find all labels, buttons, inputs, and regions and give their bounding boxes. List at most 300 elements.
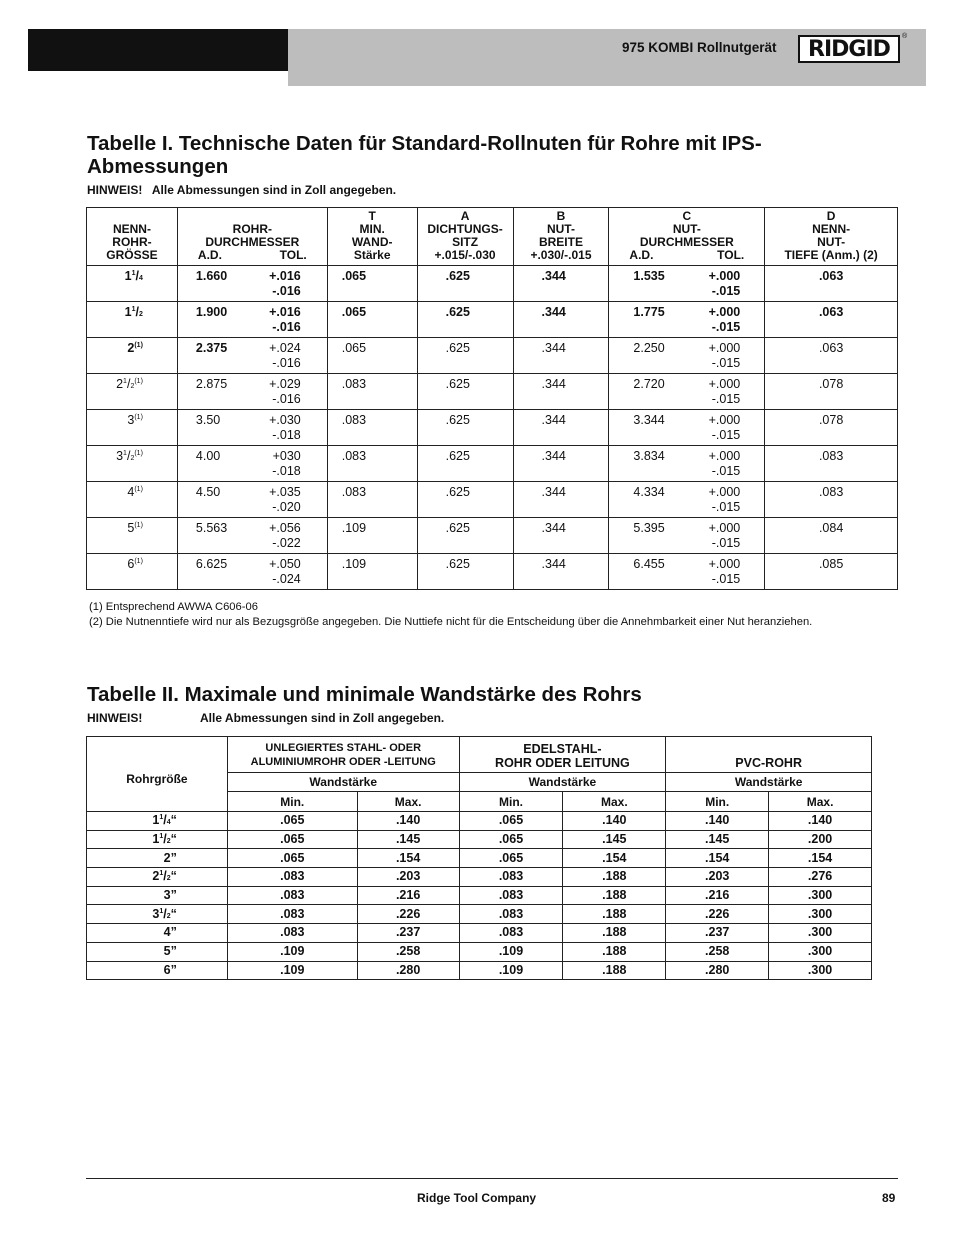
cell-max: .140 [357, 812, 459, 831]
cell-nenngroesse [87, 554, 178, 590]
cell-max: .188 [563, 868, 666, 887]
cell-max: .280 [357, 961, 459, 980]
inch-mark: “ [170, 869, 177, 884]
size-main: 2 [127, 341, 135, 355]
inch-mark: “ [170, 813, 177, 828]
footnote-ref: (1) [134, 341, 143, 349]
cell-rohrgroesse: $1^1/4“$ [87, 812, 228, 831]
header-line: NUT- [817, 235, 846, 249]
header-max: Max. [769, 792, 872, 812]
cell-rohrgroesse [87, 961, 228, 980]
cell-max: .140 [563, 812, 666, 831]
table1-row [87, 302, 898, 338]
size-fraction-den: 2 [130, 455, 135, 462]
table1-row [87, 554, 898, 590]
rohr-split [182, 269, 323, 299]
table2-row [87, 886, 872, 905]
size-main: 3 [116, 449, 124, 463]
table2-title: Tabelle II. Maximale und minimale Wandstärke des Rohrs [87, 683, 642, 706]
tol-plus: +.035 [269, 485, 301, 499]
cell-d: .084 [765, 518, 898, 554]
cell-d: .078 [765, 410, 898, 446]
footnote-ref: (1) [134, 413, 143, 421]
tol-plus: +.000 [708, 269, 741, 283]
c-ad: 3.344 [633, 413, 665, 427]
header-line: TIEFE (Anm.) (2) [784, 248, 878, 262]
cell-max: .300 [769, 905, 872, 924]
rohr-ad: 1.660 [195, 269, 228, 283]
footnote-ref: (1) [134, 557, 143, 565]
cell-max: .300 [769, 961, 872, 980]
page-number: 89 [882, 1191, 896, 1205]
cell-max: .226 [357, 905, 459, 924]
cell-b: .344 [513, 482, 609, 518]
cell-max: .140 [769, 812, 872, 831]
table2-row [87, 868, 872, 887]
inch-mark: ” [170, 925, 177, 940]
tol-minus: -.015 [711, 284, 741, 298]
tol-plus: +.000 [708, 305, 741, 319]
tol-plus: +.000 [708, 521, 741, 535]
header-line: ALUMINIUMROHR ODER -LEITUNG [250, 755, 436, 768]
c-tol [709, 485, 761, 515]
cell-a: .625 [417, 410, 513, 446]
cell-max: .276 [769, 868, 872, 887]
cell-min: .203 [666, 868, 769, 887]
header-min: Min. [459, 792, 563, 812]
rohr-ad: 2.875 [195, 377, 228, 391]
cell-d: .078 [765, 374, 898, 410]
size-main: 3 [127, 413, 135, 427]
cell-min: .065 [227, 812, 357, 831]
cell-rohr-durchmesser [177, 302, 327, 338]
cell-c [609, 266, 765, 302]
tol-plus: +.000 [708, 377, 741, 391]
cell-t: .065 [327, 302, 417, 338]
cell-rohr-durchmesser [177, 446, 327, 482]
rohr-ad: 4.00 [195, 449, 221, 463]
cell-a: .625 [417, 446, 513, 482]
header-rohrgroesse: Rohrgröße [87, 737, 228, 812]
size-fraction-den: 2 [166, 912, 171, 920]
cell-rohr-durchmesser [177, 338, 327, 374]
cell-b: .344 [513, 446, 609, 482]
table1-note: HINWEIS! Alle Abmessungen sind in Zoll angegeben. [87, 183, 397, 197]
cell-b: .344 [513, 338, 609, 374]
header-line: NENN- [812, 222, 851, 236]
cell-min: .258 [666, 942, 769, 961]
table2-row [87, 830, 872, 849]
c-ad: 6.455 [633, 557, 665, 571]
cell-c [609, 302, 765, 338]
tol-plus: +.029 [269, 377, 301, 391]
cell-rohrgroesse: $1^1/2“$ [87, 830, 228, 849]
c-tol [709, 377, 761, 407]
tol-minus: -.022 [272, 536, 301, 550]
tol-minus: -.015 [711, 500, 741, 514]
cell-nenngroesse: $3^1/2^{(1)}$ [87, 446, 178, 482]
cell-rohrgroesse [87, 886, 228, 905]
cell-d: .063 [765, 302, 898, 338]
c-ad: 1.535 [633, 269, 665, 283]
cell-min: .083 [227, 924, 357, 943]
cell-max: .154 [357, 849, 459, 868]
size-main: 6 [127, 557, 135, 571]
header-line: C [682, 209, 692, 223]
tol-plus: +.000 [708, 557, 741, 571]
size-fraction-den: 2 [166, 875, 171, 883]
rohr-split [182, 377, 323, 407]
c-tol [709, 305, 761, 335]
c-ad: 1.775 [633, 305, 665, 319]
cell-nenngroesse [87, 518, 178, 554]
cell-min: .065 [227, 849, 357, 868]
size-fraction-num: 1 [131, 269, 136, 277]
size-fraction-num: 1 [159, 870, 164, 878]
header-wandstaerke: Wandstärke [459, 773, 666, 792]
table1-row [87, 410, 898, 446]
header-title: 975 KOMBI Rollnutgerät [622, 40, 777, 55]
c-split [613, 521, 760, 551]
tol-minus: -.016 [272, 356, 301, 370]
tol-minus: -.024 [272, 572, 301, 586]
table1-row [87, 266, 898, 302]
rohr-tol [272, 449, 323, 479]
cell-min: .109 [459, 961, 563, 980]
inch-mark: “ [170, 906, 177, 921]
rohr-ad: 1.900 [195, 305, 228, 319]
cell-rohr-durchmesser [177, 410, 327, 446]
cell-min: .280 [666, 961, 769, 980]
header-line: MIN. [359, 222, 385, 236]
table2-group-row [87, 737, 872, 773]
size-main: 2 [152, 869, 160, 884]
cell-t: .065 [327, 338, 417, 374]
cell-rohr-durchmesser [177, 374, 327, 410]
header-black-bar [28, 29, 288, 71]
header-line: DURCHMESSER [205, 235, 300, 249]
header-line: ROHR- [232, 222, 272, 236]
cell-a: .625 [417, 302, 513, 338]
c-split [613, 341, 760, 371]
tol-plus: +.000 [708, 485, 741, 499]
header-line: A [460, 209, 470, 223]
header-tol: TOL. [717, 248, 745, 262]
header-min: Min. [666, 792, 769, 812]
size-main: 3 [152, 906, 160, 921]
header-line: NUT- [672, 222, 701, 236]
cell-max: .203 [357, 868, 459, 887]
table2 [86, 736, 872, 980]
cell-min: .145 [666, 830, 769, 849]
cell-min: .216 [666, 886, 769, 905]
c-tol [709, 341, 761, 371]
cell-min: .154 [666, 849, 769, 868]
tol-plus: +.030 [269, 413, 301, 427]
cell-a: .625 [417, 338, 513, 374]
cell-c [609, 518, 765, 554]
rohr-tol [269, 341, 323, 371]
cell-min: .226 [666, 905, 769, 924]
rohr-split [182, 341, 323, 371]
cell-max: .145 [563, 830, 666, 849]
tol-minus: -.016 [272, 392, 301, 406]
header-max: Max. [357, 792, 459, 812]
rohr-ad: 6.625 [195, 557, 228, 571]
size-main: 1 [124, 269, 132, 283]
cell-rohrgroesse [87, 849, 228, 868]
cell-t: .083 [327, 410, 417, 446]
cell-max: .154 [769, 849, 872, 868]
cell-d: .085 [765, 554, 898, 590]
tol-minus: -.018 [272, 428, 301, 442]
cell-min: .083 [459, 886, 563, 905]
table1-row [87, 338, 898, 374]
cell-a: .625 [417, 266, 513, 302]
header-line: T [368, 209, 376, 223]
rohr-tol [269, 413, 323, 443]
cell-b: .344 [513, 518, 609, 554]
cell-a: .625 [417, 482, 513, 518]
header-line: UNLEGIERTES STAHL- ODER [265, 741, 422, 754]
table2-row [87, 905, 872, 924]
cell-nenngroesse: $1^1/2$ [87, 302, 178, 338]
size-main: 4 [127, 485, 135, 499]
cell-t: .083 [327, 374, 417, 410]
table1-row [87, 446, 898, 482]
rohr-tol [269, 521, 323, 551]
cell-min: .083 [459, 868, 563, 887]
cell-nenngroesse [87, 482, 178, 518]
c-ad: 4.334 [633, 485, 665, 499]
cell-rohr-durchmesser [177, 554, 327, 590]
header-line: GRÖSSE [106, 248, 158, 262]
c-tol [709, 521, 761, 551]
tol-plus: +.016 [269, 269, 301, 283]
rohr-split [182, 413, 323, 443]
rohr-ad: 5.563 [195, 521, 228, 535]
c-split [613, 557, 760, 587]
rohr-tol [269, 557, 323, 587]
c-ad: 2.250 [633, 341, 665, 355]
cell-min: .065 [459, 830, 563, 849]
header-wandstaerke: Wandstärke [666, 773, 872, 792]
header-ad: A.D. [197, 248, 222, 262]
tol-plus: +.056 [269, 521, 301, 535]
cell-nenngroesse [87, 410, 178, 446]
c-tol [709, 557, 761, 587]
c-split [613, 449, 760, 479]
header-line: EDELSTAHL- [523, 742, 602, 756]
cell-d: .063 [765, 338, 898, 374]
inch-mark: “ [170, 832, 177, 847]
cell-t: .083 [327, 482, 417, 518]
header-line: +.030/-.015 [530, 248, 592, 262]
cell-max: .188 [563, 886, 666, 905]
rohr-split [182, 521, 323, 551]
header-line: ROHR ODER LEITUNG [495, 756, 630, 770]
c-ad: 3.834 [633, 449, 665, 463]
tol-minus: -.015 [711, 464, 741, 478]
footnote-1: (1) Entsprechend AWWA C606-06 [89, 601, 258, 613]
cell-b: .344 [513, 554, 609, 590]
header-ad: A.D. [629, 248, 654, 262]
c-ad: 5.395 [633, 521, 665, 535]
cell-min: .065 [459, 812, 563, 831]
cell-c [609, 338, 765, 374]
table1-title: Tabelle I. Technische Daten für Standard-Rollnuten für Rohre mit IPS-Abmessungen [87, 132, 762, 178]
cell-min: .083 [227, 886, 357, 905]
cell-min: .140 [666, 812, 769, 831]
header-nenn-rohr-groesse [87, 208, 178, 266]
tol-plus: +.050 [269, 557, 301, 571]
cell-b: .344 [513, 266, 609, 302]
cell-min: .109 [227, 942, 357, 961]
header-line: SITZ [452, 235, 479, 249]
cell-c [609, 482, 765, 518]
c-tol [709, 269, 761, 299]
header-b-nutbreite [513, 208, 609, 266]
cell-max: .258 [357, 942, 459, 961]
table2-row [87, 942, 872, 961]
cell-b: .344 [513, 374, 609, 410]
rohr-split [182, 305, 323, 335]
header-min: Min. [227, 792, 357, 812]
cell-a: .625 [417, 374, 513, 410]
header-c-nutdurchmesser [609, 208, 765, 266]
header-group-stahl [227, 737, 459, 773]
cell-c [609, 374, 765, 410]
header-wandstaerke: Wandstärke [227, 773, 459, 792]
cell-rohrgroesse [87, 924, 228, 943]
size-fraction-num: 1 [159, 832, 164, 840]
cell-max: .300 [769, 886, 872, 905]
size-fraction-num: 1 [123, 377, 127, 385]
header-group-edelstahl [459, 737, 666, 773]
rohr-ad: 3.50 [195, 413, 221, 427]
footnote-2: (2) Die Nutnenntiefe wird nur als Bezugsgröße angegeben. Die Nuttiefe nicht für die Entscheidung über die Annehmbarkeit einer Nut heranziehen. [89, 616, 813, 628]
size-main: 1 [152, 832, 160, 847]
table2-row [87, 849, 872, 868]
header-max: Max. [563, 792, 666, 812]
footnote-ref: (1) [134, 485, 143, 493]
rohr-split [182, 557, 323, 587]
rohr-tol [269, 377, 323, 407]
header-line: BREITE [538, 235, 583, 249]
footnote-ref: (1) [134, 377, 143, 385]
c-split [613, 485, 760, 515]
c-split [613, 269, 760, 299]
cell-max: .200 [769, 830, 872, 849]
size-fraction-den: 2 [139, 311, 143, 318]
cell-max: .237 [357, 924, 459, 943]
header-line: B [556, 209, 566, 223]
header-line: NUT- [546, 222, 575, 236]
table2-note-text: Alle Abmessungen sind in Zoll angegeben. [200, 711, 445, 725]
cell-c [609, 446, 765, 482]
header-line: DICHTUNGS- [427, 222, 503, 236]
table1-row [87, 482, 898, 518]
tol-minus: -.020 [272, 500, 301, 514]
c-ad: 2.720 [633, 377, 665, 391]
header-d-nuttiefe [765, 208, 898, 266]
inch-mark: ” [170, 944, 177, 959]
c-split [613, 305, 760, 335]
rohr-tol [269, 269, 323, 299]
size-main: 2 [116, 377, 124, 391]
tol-minus: -.015 [711, 320, 741, 334]
header-line: WAND- [351, 235, 393, 249]
rohr-ad: 2.375 [195, 341, 228, 355]
size-fraction-num: 1 [123, 449, 127, 457]
cell-min: .083 [459, 924, 563, 943]
cell-rohr-durchmesser [177, 266, 327, 302]
c-tol [709, 413, 761, 443]
cell-max: .216 [357, 886, 459, 905]
cell-min: .083 [227, 868, 357, 887]
cell-max: .188 [563, 961, 666, 980]
tol-plus: +.024 [269, 341, 301, 355]
cell-rohrgroesse: $2^1/2“$ [87, 868, 228, 887]
size-main: 1 [124, 305, 132, 319]
cell-nenngroesse: $1^1/4$ [87, 266, 178, 302]
cell-c [609, 554, 765, 590]
cell-rohr-durchmesser [177, 482, 327, 518]
header-line: ROHR- [112, 235, 152, 249]
inch-mark: ” [170, 888, 177, 903]
c-tol [709, 449, 761, 479]
tol-minus: -.015 [711, 572, 741, 586]
size-fraction-den: 4 [166, 819, 171, 827]
table2-row [87, 924, 872, 943]
tol-plus: +.000 [708, 341, 741, 355]
size-main: 4 [163, 925, 171, 940]
size-main: 1 [152, 813, 160, 828]
cell-max: .300 [769, 942, 872, 961]
tol-minus: -.016 [272, 320, 301, 334]
size-fraction-den: 2 [130, 383, 135, 390]
cell-min: .083 [459, 905, 563, 924]
c-split [613, 413, 760, 443]
tol-plus: +030 [272, 449, 301, 463]
cell-d: .083 [765, 482, 898, 518]
cell-d: .083 [765, 446, 898, 482]
rohr-ad: 4.50 [195, 485, 221, 499]
size-fraction-num: 1 [159, 814, 164, 822]
tol-plus: +.016 [269, 305, 301, 319]
table1-row [87, 518, 898, 554]
tol-plus: +.000 [708, 449, 741, 463]
cell-nenngroesse [87, 338, 178, 374]
tol-minus: -.016 [272, 284, 301, 298]
cell-a: .625 [417, 554, 513, 590]
cell-rohrgroesse: $3^1/2“$ [87, 905, 228, 924]
cell-nenngroesse: $2^1/2^{(1)}$ [87, 374, 178, 410]
rohr-tol [269, 305, 323, 335]
header-line: D [826, 209, 836, 223]
size-main: 5 [163, 944, 171, 959]
cell-min: .237 [666, 924, 769, 943]
header-a-dichtungssitz [417, 208, 513, 266]
size-fraction-den: 2 [166, 838, 171, 846]
cell-max: .154 [563, 849, 666, 868]
header-t-wandstaerke [327, 208, 417, 266]
cell-min: .065 [227, 830, 357, 849]
inch-mark: ” [170, 962, 177, 977]
cell-min: .065 [459, 849, 563, 868]
size-fraction-den: 4 [139, 275, 143, 282]
logo-text: RIDGID [808, 36, 890, 62]
